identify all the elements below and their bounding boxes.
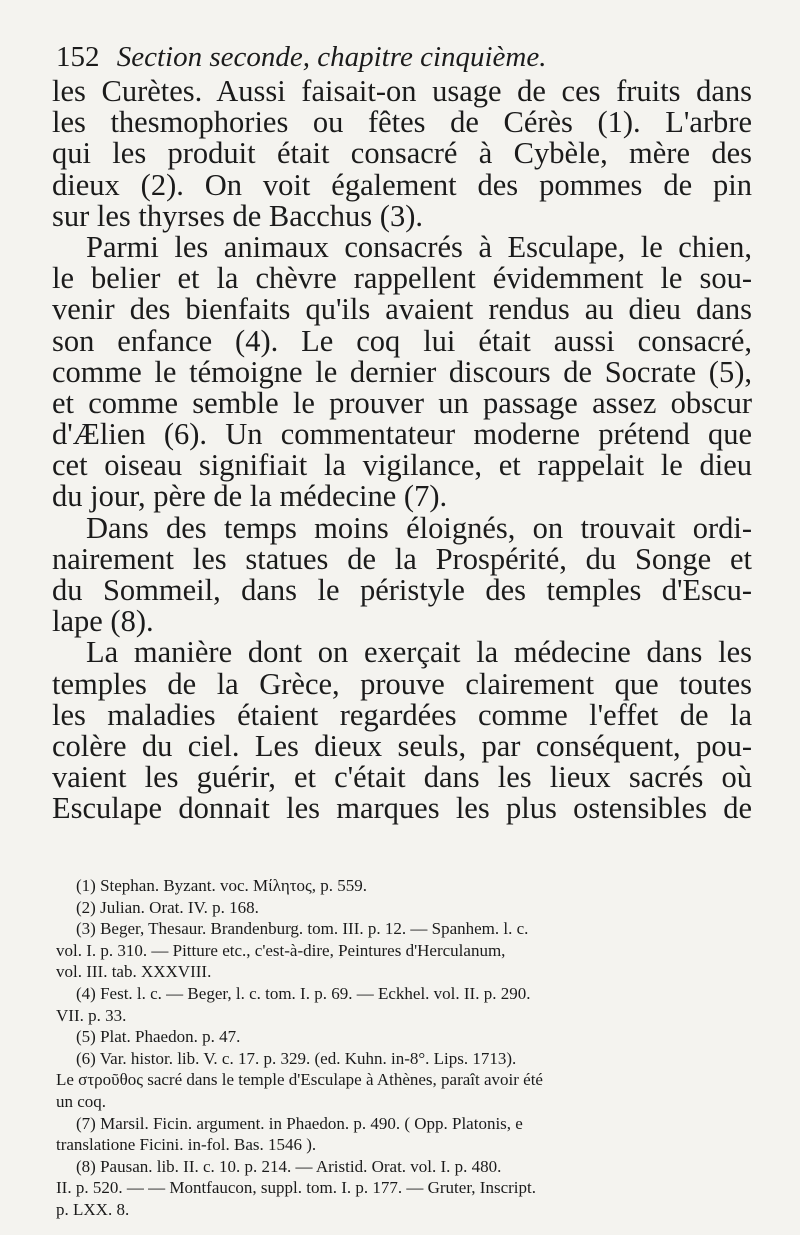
footnote-line: VII. p. 33.: [56, 1005, 127, 1025]
body-line: et comme semble le prouver un passage assez obscur: [52, 385, 752, 420]
page-number: 152: [56, 41, 100, 73]
body-line: du Sommeil, dans le péristyle des temples d'Escu-: [52, 573, 752, 607]
body-line: colère du ciel. Les dieux seuls, par conséquent, pou-: [52, 728, 752, 763]
body-line: Esculape donnait les marques les plus ostensibles de: [52, 791, 752, 826]
body-line: La manière dont on exerçait la médecine dans les: [86, 635, 752, 670]
body-line: les maladies étaient regardées comme l'effet de la: [52, 697, 752, 732]
body-line: venir des bienfaits qu'ils avaient rendus au dieu dans: [52, 292, 752, 327]
footnote-line: (6) Var. histor. lib. V. c. 17. p. 329. (ed. Kuhn. in-8°. Lips. 1713).: [76, 1048, 517, 1068]
body-line: d'Ælien (6). Un commentateur moderne prétend que: [52, 417, 752, 452]
body-line: le belier et la chèvre rappellent évidemment le sou-: [52, 261, 752, 296]
body-line: les thesmophories ou fêtes de Cérès (1). L'arbre: [52, 105, 752, 140]
body-line: lape (8).: [52, 604, 154, 639]
footnote-line: Le στροῦθος sacré dans le temple d'Esculape à Athènes, paraît avoir été: [56, 1070, 543, 1090]
footnote-line: translatione Ficini. in-fol. Bas. 1546 ).: [56, 1135, 317, 1155]
footnote-line: vol. III. tab. XXXVIII.: [56, 962, 212, 982]
page-header: [56, 36, 756, 78]
body-line: sur les thyrses de Bacchus (3).: [52, 198, 423, 233]
body-line: Dans des temps moins éloignés, on trouvait ordi-: [86, 510, 752, 545]
body-line: son enfance (4). Le coq lui était aussi consacré,: [52, 323, 752, 358]
body-line: les Curètes. Aussi faisait-on usage de ces fruits dans: [52, 74, 752, 108]
body-line: temples de la Grèce, prouve clairement que toutes: [52, 666, 752, 701]
body-line: vaient les guérir, et c'était dans les lieux sacrés où: [52, 760, 752, 795]
footnotes: [56, 875, 752, 1221]
body-text: [52, 76, 752, 825]
footnote-line: (7) Marsil. Ficin. argument. in Phaedon. p. 490. ( Opp. Platonis, e: [76, 1113, 523, 1133]
footnote-line: II. p. 520. — — Montfaucon, suppl. tom. I. p. 177. — Gruter, Inscript.: [56, 1178, 536, 1198]
footnote-line: (3) Beger, Thesaur. Brandenburg. tom. III. p. 12. — Spanhem. l. c.: [76, 919, 529, 939]
footnote-line: (5) Plat. Phaedon. p. 47.: [76, 1027, 241, 1047]
footnote-line: (4) Fest. l. c. — Beger, l. c. tom. I. p. 69. — Eckhel. vol. II. p. 290.: [76, 983, 531, 1003]
body-line: du jour, père de la médecine (7).: [52, 479, 448, 514]
body-line: comme le témoigne le dernier discours de Socrate (5),: [52, 354, 752, 389]
body-line: qui les produit était consacré à Cybèle, mère des: [52, 136, 752, 171]
body-line: nairement les statues de la Prospérité, du Songe et: [52, 541, 752, 576]
footnote-line: p. LXX. 8.: [56, 1199, 130, 1219]
footnote-line: vol. I. p. 310. — Pitture etc., c'est-à-dire, Peintures d'Herculanum,: [56, 940, 506, 960]
body-line: cet oiseau signifiait la vigilance, et rappelait le dieu: [52, 448, 752, 483]
footnote-line: (8) Pausan. lib. II. c. 10. p. 214. — Aristid. Orat. vol. I. p. 480.: [76, 1156, 502, 1176]
body-line: Parmi les animaux consacrés à Esculape, le chien,: [86, 229, 752, 264]
body-line: dieux (2). On voit également des pommes de pin: [52, 167, 752, 202]
running-title: Section seconde, chapitre cinquième.: [116, 41, 547, 73]
footnote-line: (1) Stephan. Byzant. voc. Μίλητος, p. 559.: [76, 876, 368, 895]
footnote-line: (2) Julian. Orat. IV. p. 168.: [76, 897, 259, 917]
footnote-line: un coq.: [56, 1091, 107, 1111]
